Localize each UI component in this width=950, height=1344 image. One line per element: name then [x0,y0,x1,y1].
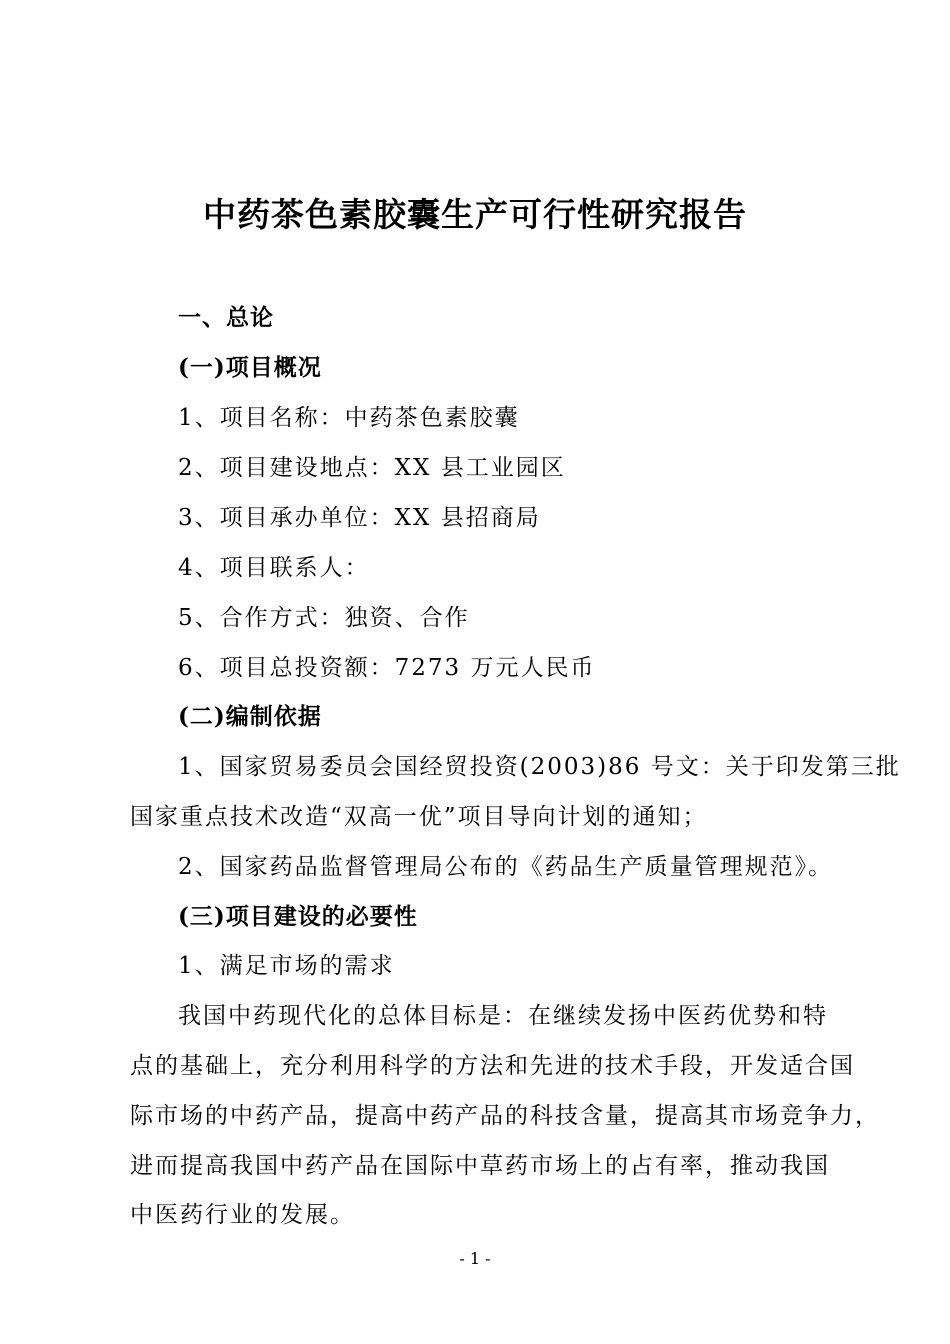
paragraph-line: 际市场的中药产品，提高中药产品的科技含量，提高其市场竞争力， [130,1103,880,1129]
basis-item-line: 1、国家贸易委员会国经贸投资(2003)86 号文：关于印发第三批 [178,754,901,780]
section-heading-general: 一、总论 [178,304,274,331]
page-number: - 1 - [459,1249,491,1268]
overview-item: 4、项目联系人： [178,555,370,581]
basis-item-line: 国家重点技术改造“双高一优”项目导向计划的通知； [130,804,708,830]
subsection-heading-overview: (一)项目概况 [178,354,322,381]
paragraph-line: 点的基础上，充分利用科学的方法和先进的技术手段，开发适合国 [130,1053,855,1079]
subsection-heading-necessity: (三)项目建设的必要性 [178,903,418,930]
basis-item-line: 2、国家药品监督管理局公布的《药品生产质量管理规范》。 [178,854,834,880]
paragraph-line: 我国中药现代化的总体目标是：在继续发扬中医药优势和特 [178,1003,828,1029]
overview-item: 1、项目名称：中药茶色素胶囊 [178,405,520,431]
paragraph-line: 进而提高我国中药产品在国际中草药市场上的占有率，推动我国 [130,1153,830,1179]
overview-item: 3、项目承办单位：XX 县招商局 [178,505,541,531]
paragraph-line: 中医药行业的发展。 [130,1202,355,1228]
overview-item: 5、合作方式：独资、合作 [178,605,470,631]
overview-item: 2、项目建设地点：XX 县工业园区 [178,455,566,481]
overview-item: 6、项目总投资额：7273 万元人民币 [178,655,596,681]
subsection-heading-basis: (二)编制依据 [178,703,322,730]
document-title: 中药茶色素胶囊生产可行性研究报告 [203,195,747,234]
necessity-item: 1、满足市场的需求 [178,953,395,979]
